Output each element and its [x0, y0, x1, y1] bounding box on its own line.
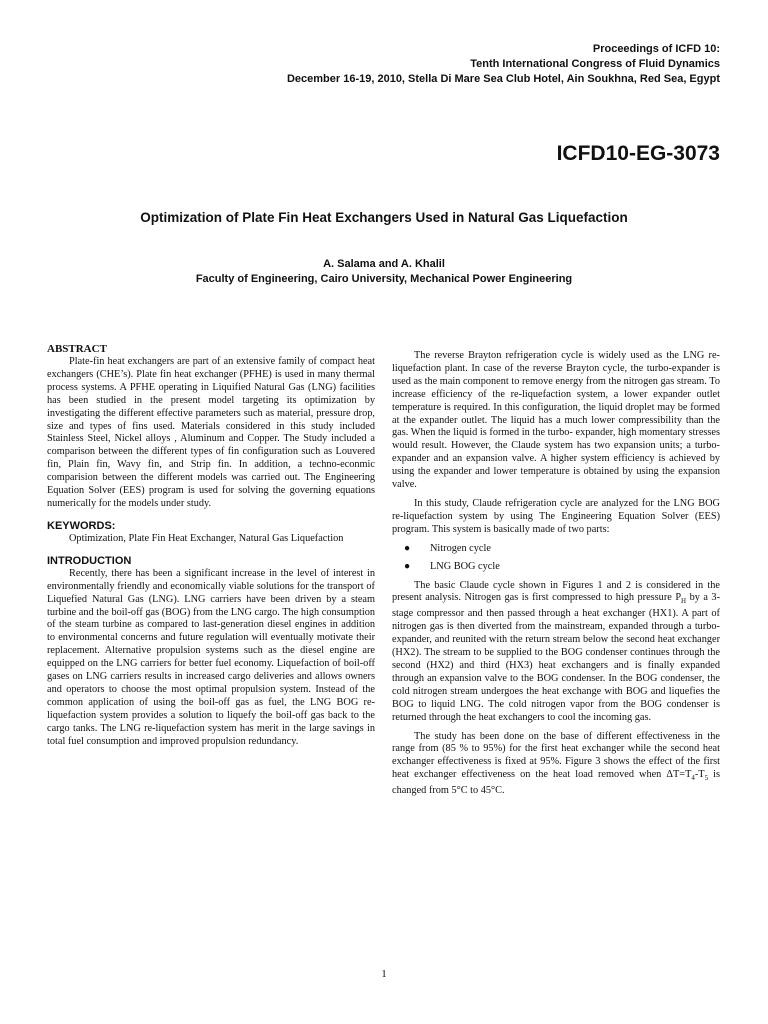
- proceedings-header: [287, 42, 720, 87]
- subscript: 5: [704, 774, 709, 783]
- introduction-text: Recently, there has been a significant increase in the level of interest in environmentally friendly and economically viable solutions for the transport of Liquefied Natural Gas (LNG). LNG carriers have been driven by a steam turbine and the boil-off gas (BOG) from the LNG cargo. The high consumption of the steam turbine as compared to last-generation diesel engines in addition to environmental concerns and future regulation will eventually motivate their replacement. Alternative propulsion systems such as the diesel engine are equipped on the LNG carriers for better fuel economy. Liquefaction of boil-off gases on LNG carriers results in increased cargo deliveries and allows owners and operators to choose the most optimal propulsion system. Instead of the common application of using the boil-off gas as fuel, the LNG BOG re-liquefaction system provides a solution to liquefy the boil-off gas back to the cargo tanks. The LNG re-liquefaction system has merit in the large savings in total fuel consumption and improved propulsion redundancy.: [47, 567, 375, 747]
- text-run: The study has been done on the base of different effectiveness in the range from (85 % to 95%) for the first heat exchanger while the second heat exchanger effectiveness is fixed at 95%. Figure 3 shows the effect of the first heat exchanger effectiveness on the heat load removed when ΔT=T: [392, 730, 720, 781]
- list-item: [404, 561, 720, 574]
- left-column: [47, 342, 375, 754]
- subscript: H: [681, 597, 687, 606]
- right-column: [392, 350, 720, 804]
- paper-id: ICFD10-EG-3073: [556, 142, 720, 165]
- claude-intro-paragraph: In this study, Claude refrigeration cycle are analyzed for the LNG BOG re-liquefaction system by using The Engineering Equation Solver (EES) program. This system is basically made of two parts:: [392, 497, 720, 535]
- author-affiliation: Faculty of Engineering, Cairo University, Mechanical Power Engineering: [195, 273, 573, 285]
- list-item-text: LNG BOG cycle: [430, 560, 500, 572]
- list-item-text: Nitrogen cycle: [430, 542, 491, 554]
- list-item: [404, 543, 720, 556]
- proceedings-line-1: Proceedings of ICFD 10:: [592, 43, 720, 55]
- bullet-icon: ●: [404, 560, 411, 572]
- subscript: 4: [691, 774, 695, 783]
- author-names: A. Salama and A. Khalil: [323, 258, 445, 270]
- abstract-text: Plate-fin heat exchangers are part of an extensive family of compact heat exchangers (CHE’s). Plate fin heat exchanger (PFHE) is used in many thermal process systems. A PFHE operating in Liquified Natural Gas (LNG) facilities has been studied in the present model targeting its optimization by investigating the different effective parameters such as material, pressure drop, size and types of fins used. Materials considered in this study included Stainless Steel, Nickel alloys , Aluminum and Copper. The Study included a comparison between the different types of fin configuration such as Louvered fin, Plain fin, Wavy fin, and Strip fin. In addition, a techno-econmic comparision between the different models was carried out. The Engineering Equation Solver (EES) program is used for solving the governing equations numerically for the models under study.: [47, 356, 375, 509]
- proceedings-line-2: Tenth International Congress of Fluid Dynamics: [470, 58, 720, 70]
- text-run: The basic Claude cycle shown in Figures 1 and 2 is considered in the present analysis. Nitrogen gas is first compressed to high pressure P: [392, 579, 720, 604]
- text-run: by a 3-stage compressor and then passed through a heat exchanger (HX1). A part of nitrogen gas is then diverted from the mainstream, expanded through a turbo-expander, and reunited with the return stream below the second heat exchanger (HX2). The stream to be supplied to the BOG condenser continues through the second (HX2) and third (HX3) heat exchangers and is finally expanded through an expansion valve to the BOG condenser. In the BOG condenser, the cold nitrogen stream undergoes the heat exchange with BOG and liquefies the BOG to liquid LNG. The cold nitrogen vapor from the BOG condenser is returned through the heat exchangers to cool the incoming gas.: [392, 592, 720, 723]
- proceedings-line-3: December 16-19, 2010, Stella Di Mare Sea Club Hotel, Ain Soukhna, Red Sea, Egypt: [286, 73, 720, 85]
- text-run: is changed from 5°C to 45°C.: [392, 769, 720, 797]
- keywords-heading: KEYWORDS:: [47, 519, 116, 532]
- abstract-heading: ABSTRACT: [47, 343, 107, 355]
- effectiveness-paragraph: [392, 731, 720, 799]
- page-number: 1: [381, 968, 387, 980]
- cycle-list: [392, 543, 720, 574]
- claude-cycle-paragraph: [392, 580, 720, 725]
- introduction-heading: INTRODUCTION: [47, 554, 132, 567]
- text-run: -T: [694, 769, 705, 781]
- bullet-icon: ●: [404, 542, 411, 554]
- author-block: [0, 257, 768, 287]
- keywords-text: Optimization, Plate Fin Heat Exchanger, Natural Gas Liquefaction: [69, 532, 344, 544]
- paper-title: Optimization of Plate Fin Heat Exchangers Used in Natural Gas Liquefaction: [140, 210, 628, 225]
- brayton-paragraph: The reverse Brayton refrigeration cycle is widely used as the LNG re-liquefaction plant. In case of the reverse Brayton cycle, the turbo-expander is used as the main component to remove energy from the nitrogen gas stream. To increase efficiency of the re-liquefaction system, a lower expander outlet temperature is required. In this configuration, the liquid droplet may be formed at the expander outlet. The liquid has a much lower compressibility than the gas. When the liquid is formed in the turbo- expander, high momentary stresses would result. However, the Claude system has two expansion units; a turbo-expander and an expansion valve. A higher system efficiency is achieved by using the expander and lower temperature is obtained by using the expansion valve.: [392, 350, 720, 491]
